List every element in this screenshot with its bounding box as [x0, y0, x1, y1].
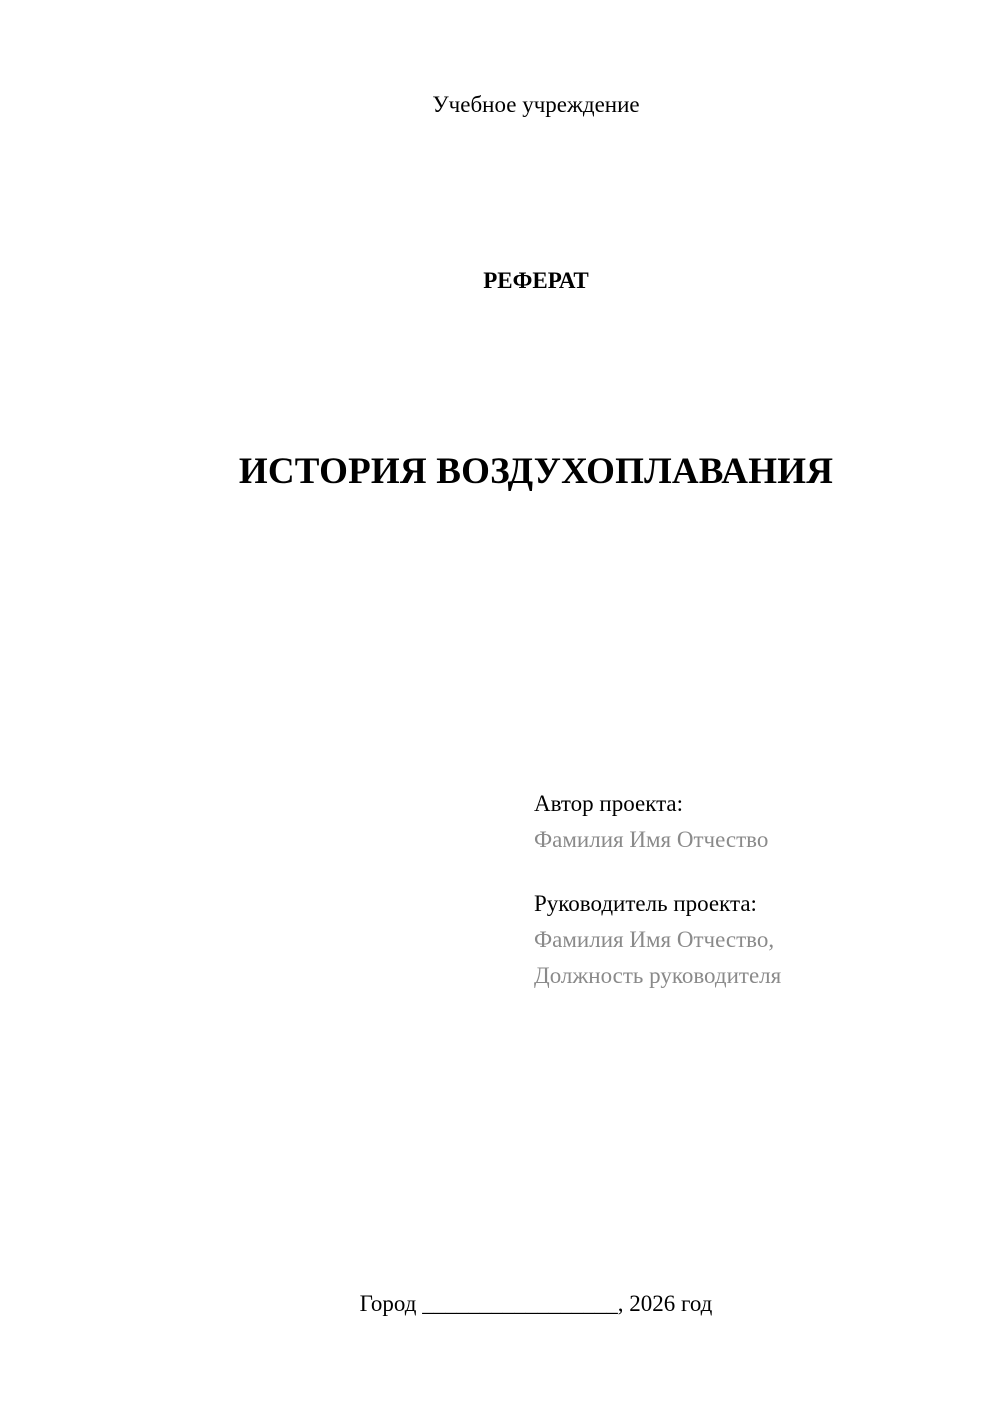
supervisor-name: Фамилия Имя Отчество, — [534, 927, 775, 952]
author-label: Автор проекта: — [534, 791, 683, 816]
author-name: Фамилия Имя Отчество — [534, 827, 769, 852]
document-title: ИСТОРИЯ ВОЗДУХОПЛАВАНИЯ — [238, 451, 834, 492]
institution-name: Учебное учреждение — [432, 92, 640, 117]
supervisor-label: Руководитель проекта: — [534, 891, 757, 916]
credits-spacer — [534, 858, 954, 886]
credits-block — [534, 786, 954, 994]
city-year-line: Город _________________, 2026 год — [359, 1291, 713, 1316]
supervisor-position: Должность руководителя — [534, 963, 782, 988]
document-type: РЕФЕРАТ — [483, 268, 589, 293]
